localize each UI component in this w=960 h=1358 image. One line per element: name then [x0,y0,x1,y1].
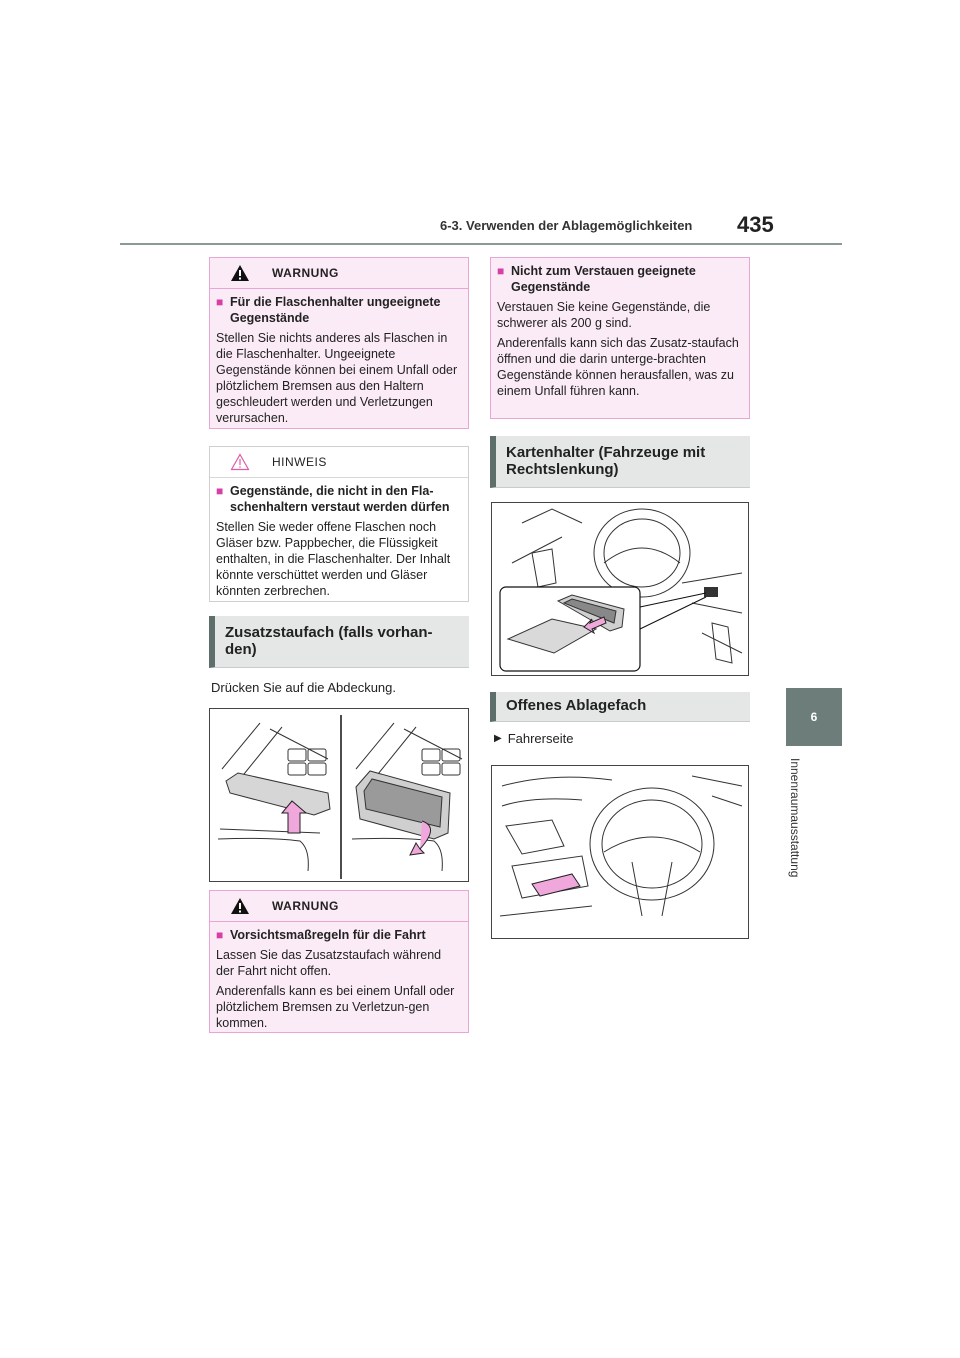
warning-header [210,891,468,922]
section-heading-open-tray: Offenes Ablagefach [490,692,750,722]
warning-triangle-icon [230,897,250,915]
triangle-bullet-icon: ▶ [494,733,502,744]
section-heading-card-holder: Kartenhalter (Fahrzeuge mit Rechtslenkung) [490,436,750,488]
header-divider [120,243,842,245]
warning-label: WARNUNG [272,899,339,913]
note-item-title: ■ Gegenstände, die nicht in den Fla-schenhaltern verstaut werden dürfen [216,484,450,514]
warning-item-title: ■ Vorsichtsmaßregeln für die Fahrt [216,928,426,942]
figure-card-holder [491,502,749,676]
note-header [210,447,468,478]
page-number: 435 [737,212,774,237]
warning-paragraph-1: Lassen Sie das Zusatzstaufach während der Fahrt nicht offen. [216,948,442,978]
square-bullet-icon: ■ [216,295,224,309]
note-label: HINWEIS [272,455,327,469]
square-bullet-icon: ■ [216,484,224,498]
chapter-tab-number: 6 [810,710,818,724]
section-heading-aux-compartment: Zusatzstaufach (falls vorhan-den) [209,616,469,668]
warning-header [210,258,468,289]
warning-paragraph-2: Anderenfalls kann sich das Zusatz-staufach öffnen und die darin unterge-brachten Gegenstände können herausfallen, was zu einem Unfall führen kann. [497,336,739,398]
warning-paragraph-1: Verstauen Sie keine Gegenstände, die schwerer als 200 g sind. [497,300,711,330]
warning-box-driving [209,890,469,1033]
chapter-tab-label [782,758,810,898]
note-text: Stellen Sie weder offene Flaschen noch Gläser bzw. Pappbecher, die Flüssigkeit enthalten, in die Flaschenhalter. Der Inhalt könnte verschüttet werden und Gläser könnten zerbrechen. [216,520,451,598]
figure-aux-compartment [209,708,469,882]
instruction-text: Drücken Sie auf die Abdeckung. [211,680,397,695]
chapter-tab-label-text: Innenraumausstattung [788,758,802,878]
chapter-heading: 6-3. Verwenden der Ablagemöglichkeiten [440,218,693,233]
caution-triangle-icon [230,453,250,471]
chapter-tab [786,688,842,746]
warning-box-unsuitable-items [490,257,750,419]
aux-compartment-illustration [210,709,468,881]
figure-open-tray [491,765,749,939]
square-bullet-icon: ■ [497,264,505,278]
square-bullet-icon: ■ [216,928,224,942]
card-holder-illustration [492,503,748,675]
warning-item-title: ■ Für die Flaschenhalter ungeeignete Gegenstände [216,295,441,325]
list-item-driver-side: ▶ Fahrerseite [494,731,574,746]
warning-text: Stellen Sie nichts anderes als Flaschen in die Flaschenhalter. Ungeeignete Gegenstände können bei einem Unfall oder plötzlichem Bremsen aus den Haltern geschleudert werden und Verletzungen verursachen. [216,331,458,425]
warning-item-title: ■ Nicht zum Verstauen geeignete Gegenstände [497,264,696,294]
warning-paragraph-2: Anderenfalls kann es bei einem Unfall oder plötzlichem Bremsen zu Verletzun-gen kommen. [216,984,455,1030]
warning-triangle-icon [230,264,250,282]
open-tray-illustration [492,766,748,938]
warning-label: WARNUNG [272,266,339,280]
note-box-bottle-holder [209,446,469,602]
warning-box-bottle-holder [209,257,469,429]
